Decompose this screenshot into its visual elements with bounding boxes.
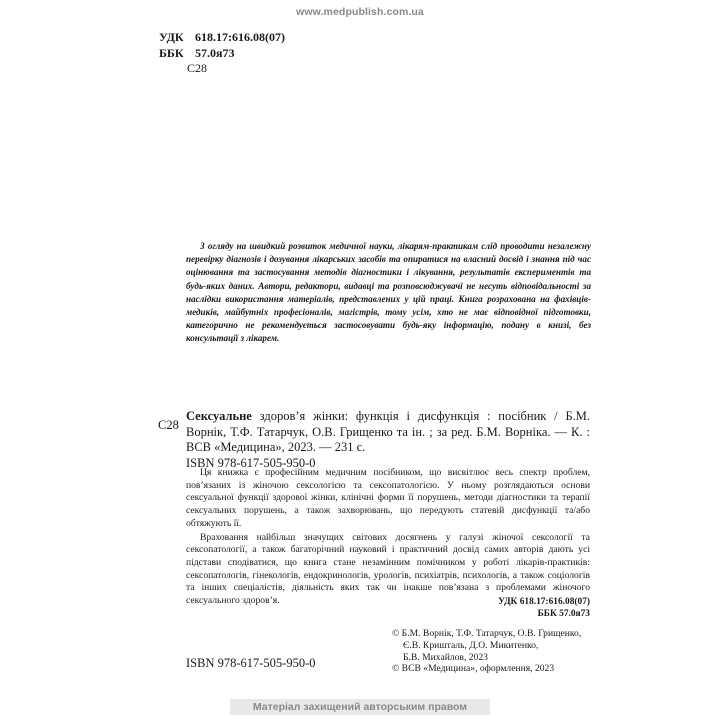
bbk-repeat: ББК 57.0я73	[537, 609, 590, 620]
bbk-row	[159, 46, 285, 62]
site-url: www.medpublish.com.ua	[296, 6, 424, 18]
medical-disclaimer: З огляду на швидкий розвиток медичної науки, лікарям-практикам слід проводити незалежну перевірку діагнозів і дозування лікарських засобів та опиратися на власний досвід і знання під час оцінювання та застосування методів діагностики і лікування, результатів експериментів та будь-яких даних. Автори, редактори, видавці та розповсюджувачі не несуть відповідальності за наслідки використання матеріалів, представлених у цій праці. Книга розрахована на фахівців-медиків, майбутніх професіоналів, магістрів, тому усім, хто не має відповідної підготовки, категорично не рекомендується застосовувати будь-яку інформацію, подану в книзі, без консультації з лікарем.	[186, 241, 591, 344]
copyright-line-4: © ВСВ «Медицина», оформлення, 2023	[392, 663, 555, 675]
annotation	[186, 467, 590, 608]
annotation-paragraph-1: Ця книжка є професійним медичним посібником, що висвітлює весь спектр проблем, пов’язаних із жіночою сексологією та сексопатологією. У ньому розглядаються основи сексуальної функції здорової жінки, клінічні форми її порушень, методи діагностики та терапії сексуальних порушень, а також захворювань, що передують статевій дисфункції та/або обтяжують її.	[186, 467, 590, 529]
udk-repeat: УДК 618.17:616.08(07)	[498, 597, 590, 607]
bibliographic-entry	[186, 409, 590, 456]
copyright-block	[392, 628, 581, 675]
bibliographic-description	[186, 409, 590, 471]
bbk-label: ББК	[159, 45, 184, 60]
copyright-line-2: Є.В. Кришталь, Д.О. Микитенко,	[403, 639, 539, 651]
udk-value: 618.17:616.08(07)	[195, 30, 285, 44]
author-mark-left: С28	[158, 418, 179, 432]
bibliographic-rest: здоров’я жінки: функція і дисфункція : посібник / Б.М. Ворнік, Т.Ф. Татарчук, О.В. Грищенко та ін. ; за ред. Б.М. Ворніка. — К. : ВСВ «Медицина», 2023. — 231 с.	[186, 409, 590, 455]
udk-label: УДК	[159, 30, 184, 44]
isbn-line: ISBN 978-617-505-950-0	[186, 455, 316, 470]
isbn-bottom: ISBN 978-617-505-950-0	[186, 656, 316, 670]
copyright-watermark: Матеріал захищений авторським правом	[230, 699, 490, 715]
copyright-line-3: Б.В. Михайлов, 2023	[403, 651, 488, 663]
bbk-value: 57.0я73	[195, 45, 235, 60]
annotation-paragraph-2: Враховання найбільш значущих світових досягнень у галузі жіночої сексології та сексопатології, а також багаторічний науковий і практичний досвід самих авторів дають усі підстави сподіватися, що книга стане незамінним помічником у роботі лікарів-практиків: сексопатологів, гінекологів, ендокринологів, урологів, психіатрів, психологів, а також соціологів та інших спеціалістів, діяльність яких так чи інакше пов’язана з проблемами жіночого сексуального здоров’я.	[186, 531, 590, 607]
copyright-line-1: © Б.М. Ворнік, Т.Ф. Татарчук, О.В. Грищенко,	[392, 628, 582, 639]
classification-block	[159, 30, 285, 77]
classification-repeat	[440, 596, 590, 621]
udk-row	[159, 30, 285, 46]
author-mark: С28	[187, 61, 208, 75]
book-title-first-word: Сексуальне	[186, 409, 252, 423]
